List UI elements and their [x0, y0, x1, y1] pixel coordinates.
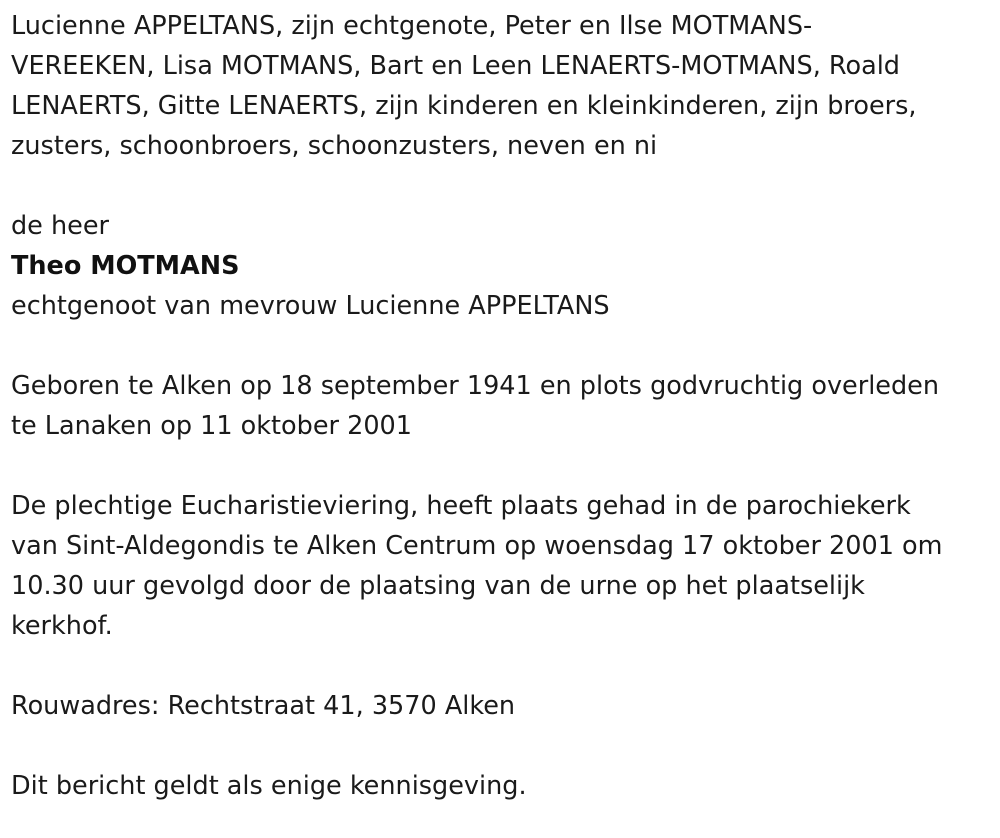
spacer	[11, 166, 986, 206]
spacer	[11, 726, 986, 766]
spacer	[11, 446, 986, 486]
closing-line: Dit bericht geldt als enige kennisgeving.	[11, 771, 527, 801]
spouse-line: echtgenoot van mevrouw Lucienne APPELTANS	[11, 291, 610, 321]
spacer	[11, 326, 986, 366]
deceased-name: Theo MOTMANS	[11, 251, 240, 281]
family-intro: Lucienne APPELTANS, zijn echtgenote, Peter en Ilse MOTMANS- VEREEKEN, Lisa MOTMANS, Bart en Leen LENAERTS-MOTMANS, Roald LENAERTS, Gitte LENAERTS, zijn kinderen en kleinkinderen, zijn broers, zusters, schoonbroers, schoonzusters, neven en ni	[11, 11, 917, 161]
birth-death-paragraph: Geboren te Alken op 18 september 1941 en plots godvruchtig overleden te Lanaken op 11 oktober 2001	[11, 371, 940, 441]
death-notice	[11, 6, 986, 806]
salutation: de heer	[11, 211, 110, 241]
ceremony-paragraph: De plechtige Eucharistieviering, heeft plaats gehad in de parochiekerk van Sint-Aldegondis te Alken Centrum op woensdag 17 oktober 2001 om 10.30 uur gevolgd door de plaatsing van de urne op het plaatselijk kerkhof.	[11, 491, 943, 641]
mourning-address: Rouwadres: Rechtstraat 41, 3570 Alken	[11, 691, 516, 721]
spacer	[11, 646, 986, 686]
